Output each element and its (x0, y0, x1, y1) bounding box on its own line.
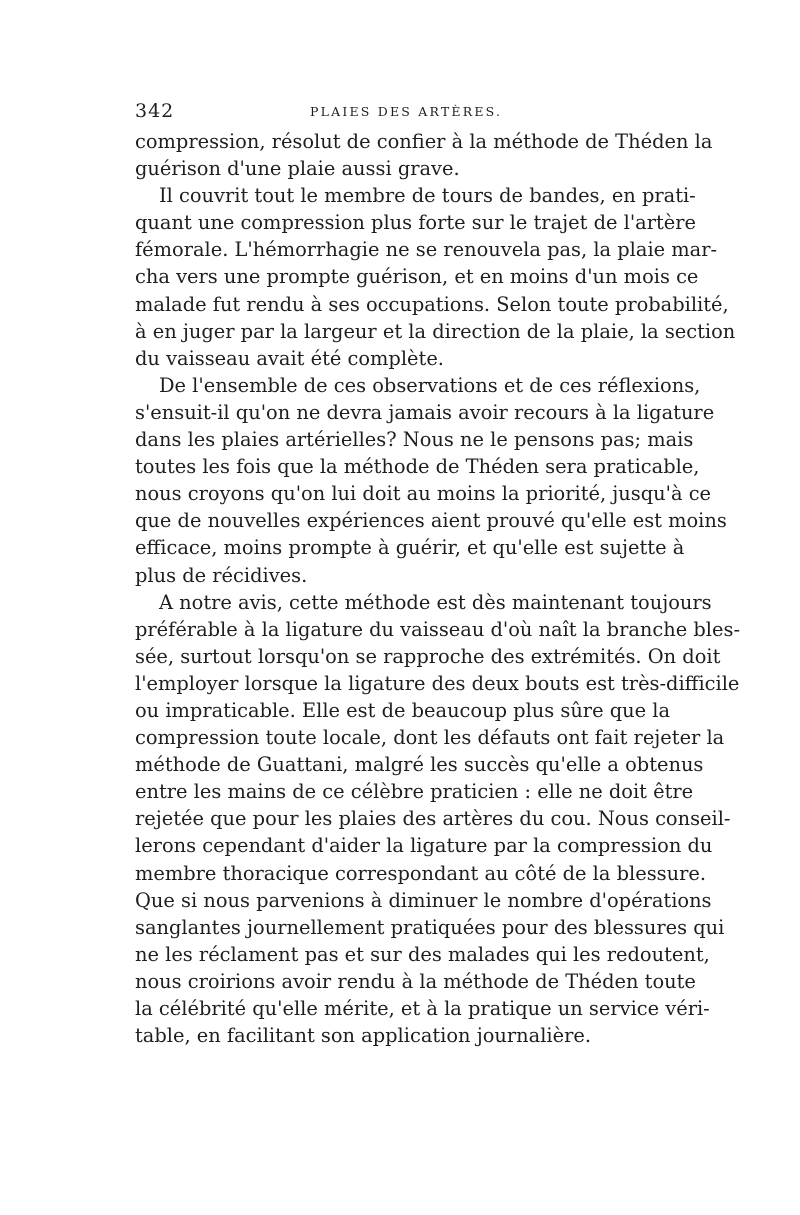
text-line: lerons cependant d'aider la ligature par la compression du (135, 834, 713, 858)
body-text (135, 128, 740, 1049)
text-line: De l'ensemble de ces observations et de ces réflexions, (159, 373, 701, 397)
text-line: préférable à la ligature du vaisseau d'où naît la branche bles- (135, 617, 740, 641)
text-line: entre les mains de ce célèbre praticien : elle ne doit être (135, 780, 694, 804)
text-line: efficace, moins prompte à guérir, et qu'elle est sujette à (135, 536, 685, 560)
text-line: la célébrité qu'elle mérite, et à la pratique un service véri- (135, 997, 710, 1020)
text-line: compression toute locale, dont les défauts ont fait rejeter la (135, 726, 725, 750)
text-line: Que si nous parvenions à diminuer le nombre d'opérations (135, 888, 712, 912)
text-line: l'employer lorsque la ligature des deux bouts est très-difficile (135, 671, 740, 695)
text-line: table, en facilitant son application journalière. (135, 1024, 591, 1048)
text-line: toutes les fois que la méthode de Théden sera praticable, (135, 455, 700, 479)
running-head (135, 100, 665, 126)
text-line: compression, résolut de confier à la méthode de Théden la (135, 130, 713, 153)
text-line: méthode de Guattani, malgré les succès qu'elle a obtenus (135, 753, 704, 777)
text-line: dans les plaies artérielles? Nous ne le pensons pas; mais (135, 428, 694, 452)
text-line: guérison d'une plaie aussi grave. (135, 157, 460, 181)
text-line: rejetée que pour les plaies des artères du cou. Nous conseil- (135, 807, 731, 831)
text-line: ne les réclament pas et sur des malades qui les redoutent, (135, 942, 710, 966)
text-line: nous croirions avoir rendu à la méthode de Théden toute (135, 969, 696, 993)
text-line: Il couvrit tout le membre de tours de bandes, en prati- (159, 184, 696, 208)
text-line: malade fut rendu à ses occupations. Selon toute probabilité, (135, 292, 729, 316)
text-line: sée, surtout lorsqu'on se rapproche des extrémités. On doit (135, 644, 721, 668)
text-line: quant une compression plus forte sur le trajet de l'artère (135, 211, 697, 235)
text-line: du vaisseau avait été complète. (135, 346, 444, 370)
text-line: plus de récidives. (135, 563, 308, 587)
text-line: A notre avis, cette méthode est dès maintenant toujours (159, 590, 712, 614)
text-line: fémorale. L'hémorrhagie ne se renouvela pas, la plaie mar- (135, 238, 718, 262)
text-line: nous croyons qu'on lui doit au moins la priorité, jusqu'à ce (135, 482, 712, 506)
text-line: que de nouvelles expériences aient prouvé qu'elle est moins (135, 509, 727, 533)
text-line: membre thoracique correspondant au côté de la blessure. (135, 861, 706, 885)
text-line: à en juger par la largeur et la direction de la plaie, la section (135, 319, 736, 343)
text-line: s'ensuit-il qu'on ne devra jamais avoir recours à la ligature (135, 400, 715, 424)
page-number: 342 (135, 100, 175, 122)
running-title: PLAIES DES ARTÈRES. (310, 104, 503, 119)
text-line: ou impraticable. Elle est de beaucoup plus sûre que la (135, 698, 671, 722)
text-line: cha vers une prompte guérison, et en moins d'un mois ce (135, 265, 699, 289)
text-line: sanglantes journellement pratiquées pour des blessures qui (135, 915, 725, 939)
